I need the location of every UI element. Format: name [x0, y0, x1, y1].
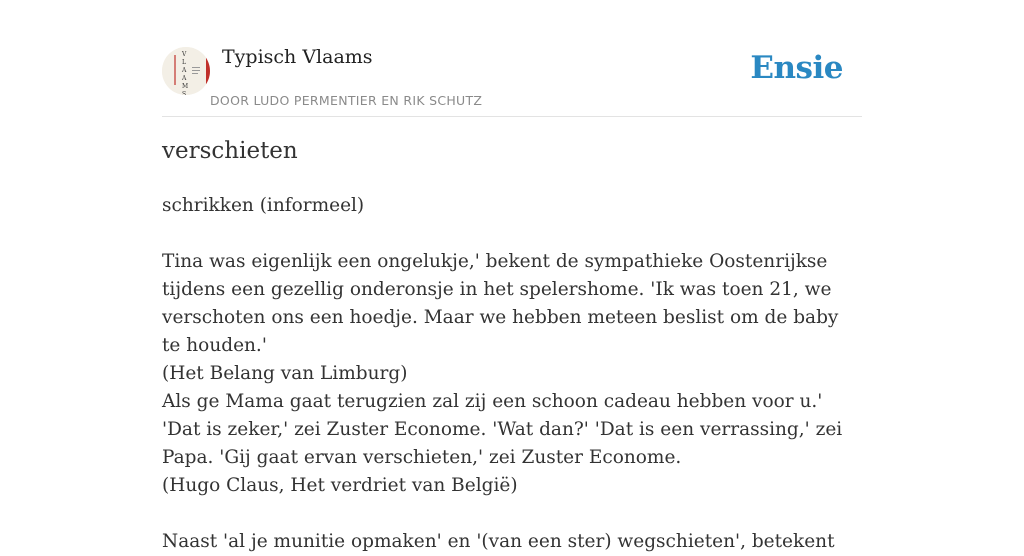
- logo-letter: A: [182, 67, 187, 74]
- logo-letter: L: [182, 59, 186, 66]
- paragraph-spacer: [162, 500, 862, 528]
- logo-letter: A: [182, 75, 187, 82]
- book-title[interactable]: Typisch Vlaams: [222, 46, 373, 68]
- book-cover-icon: [162, 47, 210, 95]
- example-quote: Als ge Mama gaat terugzien zal zij een schoon cadeau hebben voor u.' 'Dat is zeker,' zei Zuster Econome. 'Wat dan?' 'Dat is een verrassing,' zei Papa. 'Gij gaat ervan verschieten,' zei Zuster Econome.: [162, 391, 843, 468]
- book-authors: DOOR LUDO PERMENTIER EN RIK SCHUTZ: [210, 93, 483, 108]
- entry-note: Naast 'al je munitie opmaken' en '(van een ster) wegschieten', betekent: [162, 531, 835, 552]
- logo-letter: M: [182, 83, 189, 90]
- entry-body: [162, 192, 862, 556]
- page-container: [162, 0, 862, 552]
- logo-letter: V: [182, 51, 187, 58]
- entry-definition: schrikken (informeel): [162, 195, 365, 216]
- book-header: [162, 0, 862, 117]
- paragraph-spacer: [162, 220, 862, 248]
- example-source: (Het Belang van Limburg): [162, 363, 408, 384]
- book-cover-logo[interactable]: [162, 47, 210, 95]
- example-quote: Tina was eigenlijk een ongelukje,' bekent de sympathieke Oostenrijkse tijdens een gezellig onderonsje in het spelershome. 'Ik was toen 21, we verschoten ons een hoedje. Maar we hebben meteen beslist om de baby te houden.': [162, 251, 839, 356]
- entry-title: verschieten: [162, 138, 298, 164]
- ensie-logo-link[interactable]: Ensie: [750, 50, 843, 86]
- logo-letter: S: [182, 91, 187, 95]
- example-source: (Hugo Claus, Het verdriet van België): [162, 475, 518, 496]
